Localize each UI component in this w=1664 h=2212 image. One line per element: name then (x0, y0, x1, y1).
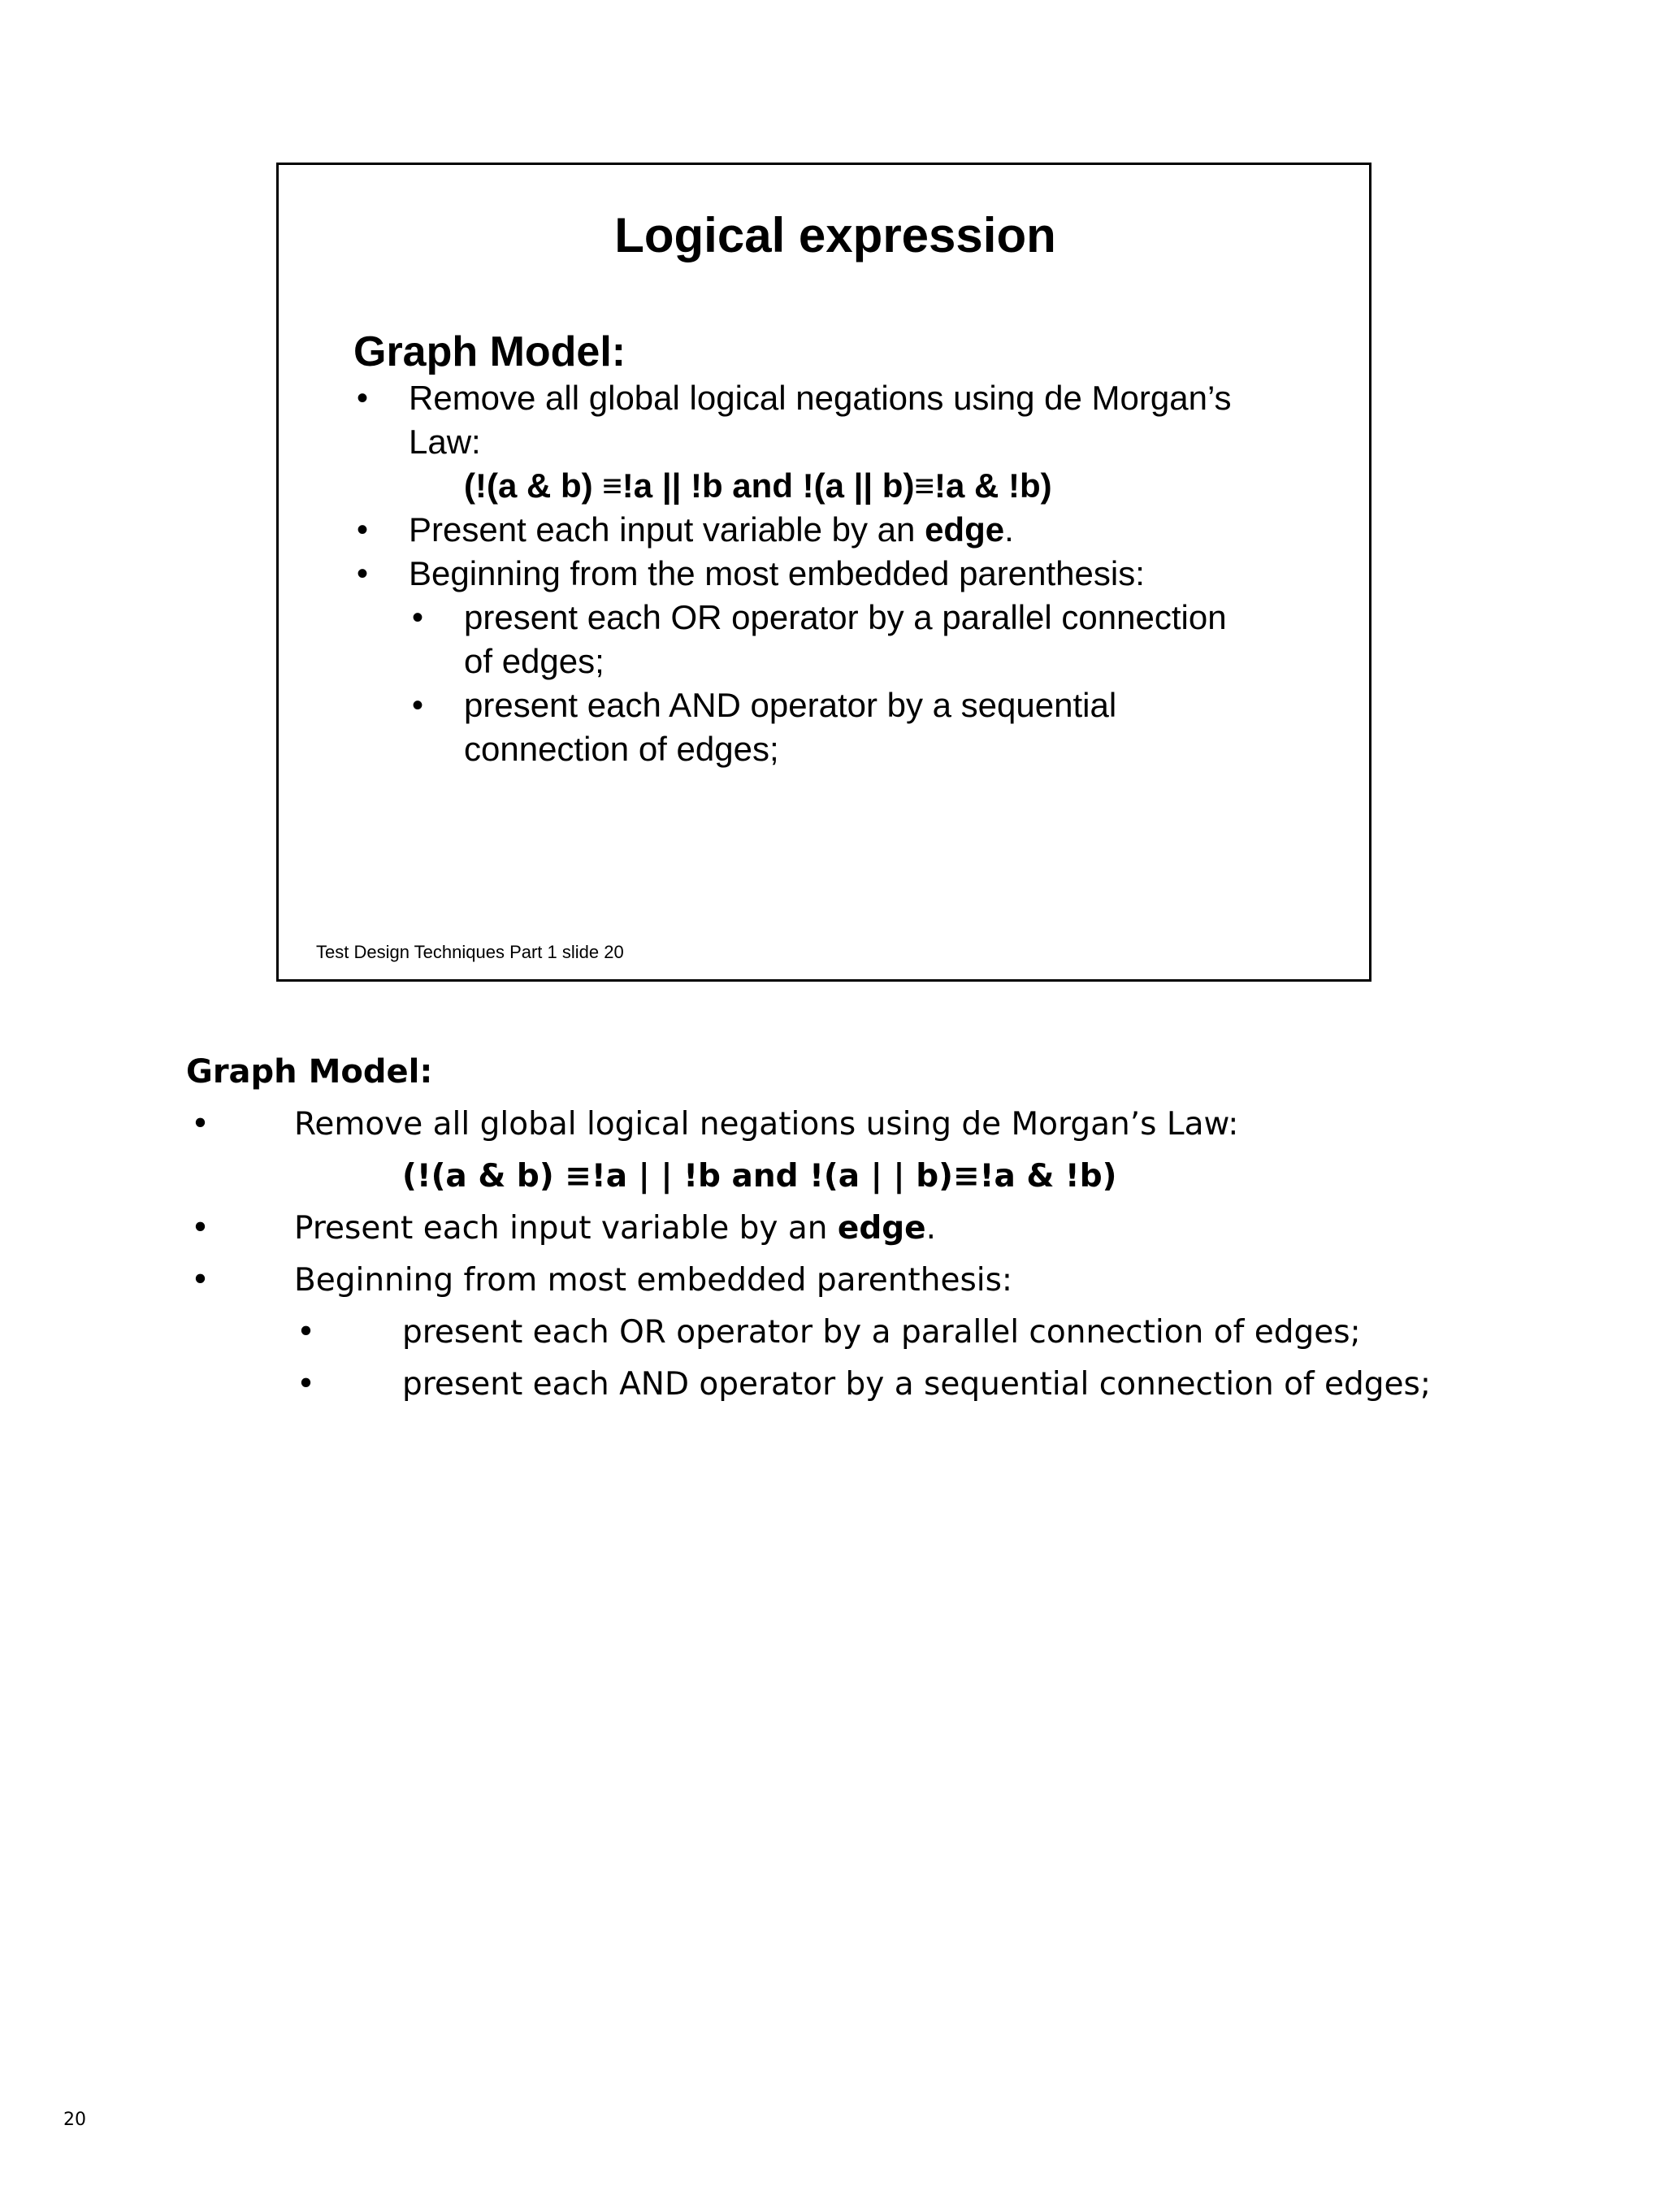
bullet-icon: • (297, 1366, 316, 1403)
bullet-icon: • (191, 1262, 210, 1299)
notes-bullet-2: • Present each input variable by an edge. (186, 1203, 1615, 1255)
slide-bullet-1: • Remove all global logical negations using de Morgan’s Law: (353, 376, 1320, 464)
slide-title: Logical expression (614, 208, 1056, 262)
slide-heading: Graph Model: (353, 328, 626, 375)
slide-body (353, 327, 1320, 771)
slide-sub-bullet-2: • present each AND operator by a sequential connection of edges; (353, 683, 1320, 771)
slide-bullet-3: • Beginning from the most embedded parenthesis: (353, 552, 1320, 596)
page-number: 20 (63, 2110, 86, 2130)
slide-sub-bullet-1: • present each OR operator by a parallel connection of edges; (353, 596, 1320, 683)
bullet-icon: • (357, 380, 369, 416)
bullet-icon: • (357, 512, 369, 548)
notes-sub-bullet-1: • present each OR operator by a parallel connection of edges; (186, 1307, 1615, 1359)
notes-bullet-1: • Remove all global logical negations using de Morgan’s Law: (186, 1099, 1615, 1151)
slide-footer: Test Design Techniques Part 1 slide 20 (316, 942, 624, 962)
slide-formula: (!(a & b) ≡!a || !b and !(a || b)≡!a & !b) (464, 466, 1052, 505)
slide-image (276, 163, 1372, 982)
bullet-icon: • (191, 1106, 210, 1143)
notes-section (186, 1048, 1615, 1411)
slide-bullet-2: • Present each input variable by an edge. (353, 508, 1320, 552)
bullet-icon: • (191, 1210, 210, 1247)
notes-formula: (!(a & b) ≡!a | | !b and !(a | | b)≡!a & !b) (402, 1158, 1117, 1195)
bullet-icon: • (412, 687, 424, 723)
bullet-icon: • (412, 600, 424, 635)
bullet-icon: • (357, 556, 369, 592)
notes-bullet-3: • Beginning from most embedded parenthesis: (186, 1255, 1615, 1307)
notes-heading: Graph Model: (186, 1053, 433, 1091)
bullet-icon: • (297, 1314, 316, 1351)
notes-sub-bullet-2: • present each AND operator by a sequential connection of edges; (186, 1359, 1615, 1411)
